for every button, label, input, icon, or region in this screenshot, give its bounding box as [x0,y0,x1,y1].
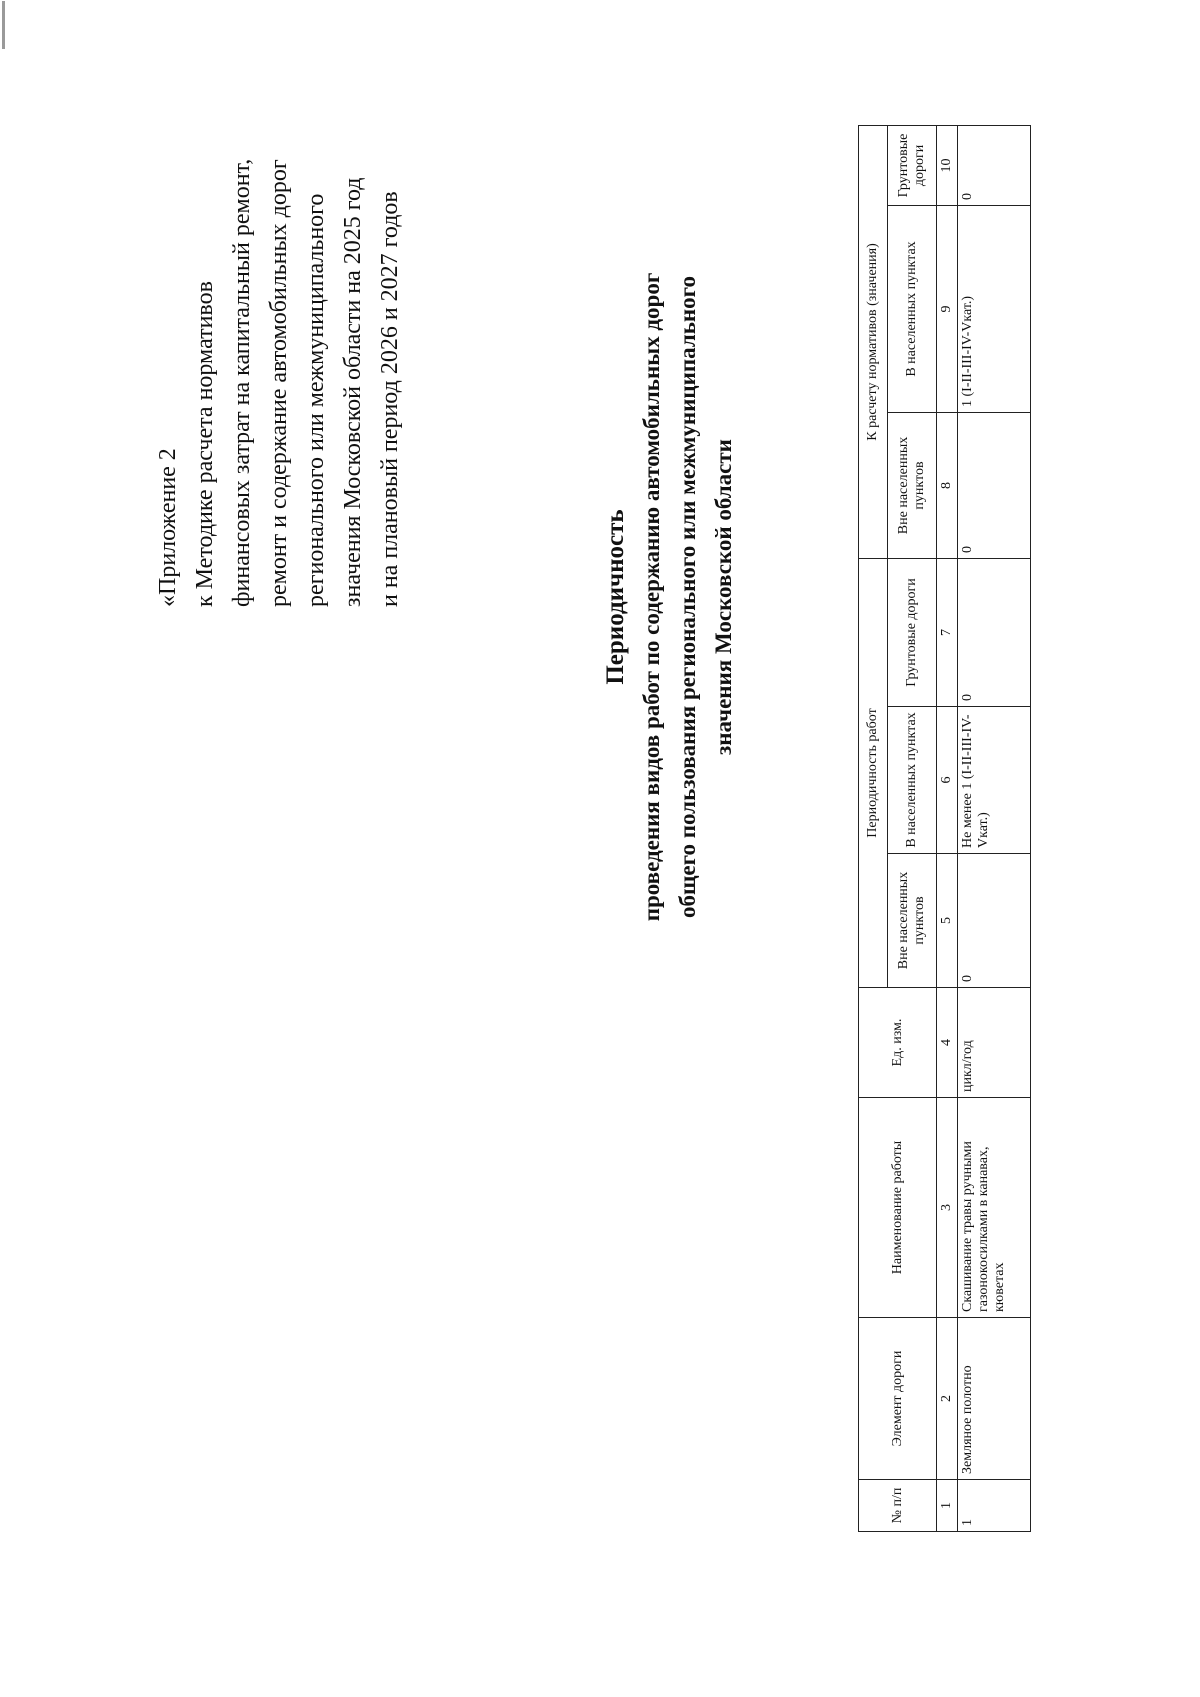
subheader-dirt: Грунтовые дороги [888,558,937,706]
subheader-inside: В населенных пунктах [888,205,937,412]
periodicity-table [858,125,1031,1532]
header-periodicity: Периодичность работ [859,558,888,987]
column-number: 4 [937,988,958,1098]
cell-norm-inside: 1 (I-II-III-IV-Vкат.) [958,205,1031,412]
column-number: 5 [937,854,958,988]
column-number: 6 [937,707,958,854]
header-unit: Ед. изм. [859,988,937,1098]
cell-norm-dirt: 0 [958,125,1031,205]
scan-edge-mark [2,1,5,49]
appendix-line: ремонт и содержание автомобильных дорог [266,159,292,607]
appendix-line: значения Московской области на 2025 год [340,177,366,607]
appendix-line: регионального или межмуниципального [303,193,329,607]
subheader-dirt: Грунтовые дороги [888,125,937,205]
column-number: 9 [937,205,958,412]
column-number: 2 [937,1318,958,1480]
header-norms: К расчету нормативов (значения) [859,125,888,558]
cell-period-outside: 0 [958,854,1031,988]
cell-work-name: Скашивание травы ручными газонокосилками в канавах, кюветах [958,1098,1031,1318]
subheader-outside: Вне населенных пунктов [888,854,937,988]
title-line: общего пользования регионального или межмуниципального [675,275,700,919]
column-number: 7 [937,558,958,706]
title-main: Периодичность [602,509,629,685]
column-number-row [937,125,958,1531]
cell-norm-outside: 0 [958,412,1031,558]
header-row [859,125,888,1531]
cell-element: Земляное полотно [958,1318,1031,1480]
column-number: 10 [937,125,958,205]
document-title [598,57,742,1137]
appendix-line: к Методике расчета нормативов [192,281,218,607]
appendix-line: «Приложение 2 [155,448,181,607]
title-line: значения Московской области [711,439,736,755]
cell-period-inside: Не менее 1 (I-II-III-IV-Vкат.) [958,707,1031,854]
table-row [958,125,1031,1531]
cell-period-dirt: 0 [958,558,1031,706]
cell-unit: цикл/год [958,988,1031,1098]
header-work-name: Наименование работы [859,1098,937,1318]
column-number: 3 [937,1098,958,1318]
cell-num: 1 [958,1480,1031,1532]
appendix-line: финансовых затрат на капитальный ремонт, [229,158,255,607]
subheader-outside: Вне населенных пунктов [888,412,937,558]
column-number: 8 [937,412,958,558]
column-number: 1 [937,1480,958,1532]
appendix-note [150,87,409,607]
title-line: проведения видов работ по содержанию автомобильных дорог [639,272,664,922]
header-element: Элемент дороги [859,1318,937,1480]
header-num: № п/п [859,1480,937,1532]
appendix-line: и на плановый период 2026 и 2027 годов [377,191,403,607]
subheader-inside: В населенных пунктах [888,707,937,854]
